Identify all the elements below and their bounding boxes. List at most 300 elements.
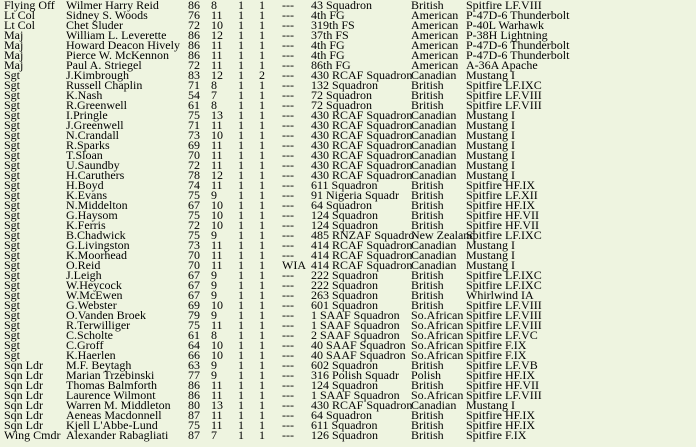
stat-4-cell: 1 [259,398,265,412]
rank-cell: Sqn Ldr [4,408,43,422]
nationality-cell: British [411,268,444,282]
stat-4-cell: 1 [259,258,265,272]
unit-cell: 124 Squadron [311,378,378,392]
nationality-cell: So.African [411,328,464,342]
stat-4-cell: 1 [259,278,265,292]
status-note-cell: --- [282,228,294,242]
status-note-cell: --- [282,428,294,442]
status-note-cell: --- [282,358,294,372]
rank-cell: Sgt [4,248,21,262]
nationality-cell: New Zealand [411,228,476,242]
status-note-cell: --- [282,388,294,402]
stat-3-cell: 1 [238,118,244,132]
stat-1-cell: 69 [188,138,200,152]
stat-2-cell: 9 [211,368,217,382]
unit-cell: 430 RCAF Squadron [311,398,413,412]
stat-3-cell: 1 [238,318,244,332]
stat-3-cell: 1 [238,148,244,162]
nationality-cell: Canadian [411,158,457,172]
stat-2-cell: 11 [211,48,223,62]
aircraft-cell: Spitfire LF.XII [466,188,538,202]
status-note-cell: --- [282,28,294,42]
stat-2-cell: 12 [211,28,223,42]
nationality-cell: Polish [411,368,442,382]
stat-4-cell: 1 [259,58,265,72]
stat-3-cell: 1 [238,248,244,262]
unit-cell: 124 Squadron [311,218,378,232]
unit-cell: 2 SAAF Squadron [311,328,400,342]
stat-1-cell: 54 [188,88,200,102]
unit-cell: 4th FG [311,8,345,22]
rank-cell: Sgt [4,298,21,312]
stat-4-cell: 1 [259,298,265,312]
nationality-cell: British [411,218,444,232]
stat-3-cell: 1 [238,398,244,412]
pilot-name-cell: G.Haysom [66,208,118,222]
unit-cell: 430 RCAF Squadron [311,158,413,172]
rank-cell: Sgt [4,128,21,142]
unit-cell: 430 RCAF Squadron [311,108,413,122]
rank-cell: Sgt [4,308,21,322]
status-note-cell: --- [282,38,294,52]
stat-1-cell: 71 [188,78,200,92]
status-note-cell: --- [282,58,294,72]
stat-3-cell: 1 [238,288,244,302]
aircraft-cell: Spitfire HF.IX [466,368,536,382]
stat-1-cell: 69 [188,298,200,312]
unit-cell: 126 Squadron [311,428,378,442]
aircraft-cell: Mustang I [466,138,515,152]
unit-cell: 316 Polish Squadr [311,368,400,382]
stat-3-cell: 1 [238,98,244,112]
unit-cell: 611 Squadron [311,178,378,192]
stat-4-cell: 1 [259,128,265,142]
stat-3-cell: 1 [238,378,244,392]
stat-4-cell: 1 [259,208,265,222]
stat-3-cell: 1 [238,0,244,12]
stat-1-cell: 67 [188,278,200,292]
unit-cell: 40 SAAF Squadron [311,338,406,352]
aircraft-cell: Spitfire F.IX [466,348,527,362]
stat-2-cell: 8 [211,78,217,92]
stat-2-cell: 11 [211,178,223,192]
stat-2-cell: 10 [211,18,223,32]
status-note-cell: --- [282,118,294,132]
rank-cell: Flying Off [4,0,55,12]
unit-cell: 485 RNZAF Squadro [311,228,415,242]
unit-cell: 222 Squadron [311,268,378,282]
stat-1-cell: 87 [188,428,200,442]
unit-cell: 430 RCAF Squadron [311,168,413,182]
unit-cell: 430 RCAF Squadron [311,128,413,142]
nationality-cell: British [411,188,444,202]
rank-cell: Sqn Ldr [4,398,43,412]
stat-1-cell: 86 [188,28,200,42]
stat-3-cell: 1 [238,58,244,72]
stat-2-cell: 11 [211,238,223,252]
stat-1-cell: 72 [188,218,200,232]
status-note-cell: --- [282,128,294,142]
stat-4-cell: 1 [259,388,265,402]
pilot-name-cell: C.Scholte [66,328,113,342]
stat-4-cell: 1 [259,18,265,32]
rank-cell: Maj [4,28,24,42]
aircraft-cell: Spitfire HF.VII [466,208,540,222]
stat-4-cell: 1 [259,188,265,202]
stat-3-cell: 1 [238,348,244,362]
aircraft-cell: Spitfire LF.VIII [466,0,542,12]
status-note-cell: --- [282,418,294,432]
stat-2-cell: 12 [211,68,223,82]
unit-cell: 64 Squadron [311,408,372,422]
pilot-name-cell: I.Pringle [66,108,108,122]
nationality-cell: British [411,288,444,302]
stat-2-cell: 8 [211,328,217,342]
stat-1-cell: 67 [188,268,200,282]
pilot-name-cell: B.Chadwick [66,228,126,242]
stat-2-cell: 11 [211,138,223,152]
stat-1-cell: 70 [188,248,200,262]
stat-2-cell: 10 [211,208,223,222]
rank-cell: Sgt [4,148,21,162]
rank-cell: Sgt [4,78,21,92]
stat-1-cell: 75 [188,318,200,332]
unit-cell: 1 SAAF Squadron [311,388,400,402]
rank-cell: Maj [4,48,24,62]
stat-2-cell: 7 [211,428,217,442]
rank-cell: Maj [4,38,24,52]
stat-2-cell: 12 [211,168,223,182]
nationality-cell: Canadian [411,248,457,262]
stat-3-cell: 1 [238,128,244,142]
stat-4-cell: 1 [259,158,265,172]
stat-1-cell: 73 [188,238,200,252]
stat-4-cell: 1 [259,328,265,342]
pilot-name-cell: K.Moorhead [66,248,127,262]
aircraft-cell: A-36A Apache [466,58,538,72]
aircraft-cell: Mustang I [466,118,515,132]
pilot-name-cell: Pierce W. McKennon [66,48,169,62]
stat-4-cell: 1 [259,178,265,192]
aircraft-cell: P-40L Warhawk [466,18,545,32]
aircraft-cell: Spitfire LF.VB [466,358,538,372]
nationality-cell: So.African [411,348,464,362]
rank-cell: Sgt [4,328,21,342]
stat-3-cell: 1 [238,418,244,432]
unit-cell: 319th FS [311,18,355,32]
pilot-name-cell: Russell Chaplin [66,78,143,92]
pilot-name-cell: M.F. Beytagh [66,358,132,372]
aircraft-cell: Spitfire LF.VIII [466,318,542,332]
aircraft-cell: Spitfire LF.IXC [466,78,542,92]
stat-4-cell: 1 [259,98,265,112]
stat-3-cell: 1 [238,38,244,52]
rank-cell: Sgt [4,158,21,172]
stat-4-cell: 1 [259,428,265,442]
stat-4-cell: 1 [259,148,265,162]
aircraft-cell: Spitfire F.IX [466,338,527,352]
aircraft-cell: Spitfire HF.IX [466,178,536,192]
stat-4-cell: 1 [259,8,265,22]
aircraft-cell: Spitfire HF.VII [466,218,540,232]
aircraft-cell: Mustang I [466,128,515,142]
stat-1-cell: 73 [188,128,200,142]
rank-cell: Sgt [4,178,21,192]
aircraft-cell: P-47D-6 Thunderbolt [466,8,570,22]
stat-2-cell: 8 [211,0,217,12]
pilot-name-cell: Kjell L'Abbe-Lund [66,418,158,432]
stat-1-cell: 72 [188,18,200,32]
pilot-name-cell: U.Saundby [66,158,120,172]
stat-1-cell: 75 [188,208,200,222]
stat-4-cell: 1 [259,28,265,42]
stat-2-cell: 11 [211,58,223,72]
rank-cell: Sgt [4,68,21,82]
stat-4-cell: 1 [259,288,265,302]
stat-3-cell: 1 [238,238,244,252]
stat-1-cell: 71 [188,118,200,132]
stat-1-cell: 72 [188,58,200,72]
stat-3-cell: 1 [238,8,244,22]
nationality-cell: British [411,198,444,212]
pilot-name-cell: Wilmer Harry Reid [66,0,159,12]
stat-1-cell: 61 [188,98,200,112]
rank-cell: Sgt [4,228,21,242]
unit-cell: 602 Squadron [311,358,378,372]
stat-2-cell: 10 [211,128,223,142]
stat-2-cell: 9 [211,288,217,302]
unit-cell: 72 Squadron [311,98,372,112]
pilot-name-cell: Howard Deacon Hively [66,38,180,52]
aircraft-cell: Mustang I [466,248,515,262]
stat-3-cell: 1 [238,358,244,372]
stat-4-cell: 1 [259,0,265,12]
pilot-name-cell: William L. Leverette [66,28,167,42]
pilot-name-cell: Paul A. Striegel [66,58,142,72]
table-row [0,430,696,440]
stat-2-cell: 10 [211,338,223,352]
aircraft-cell: P-38H Lightning [466,28,548,42]
nationality-cell: So.African [411,308,464,322]
nationality-cell: British [411,0,444,12]
stat-1-cell: 67 [188,288,200,302]
status-note-cell: --- [282,88,294,102]
aircraft-cell: Spitfire LF.IXC [466,228,542,242]
stat-2-cell: 11 [211,118,223,132]
stat-2-cell: 11 [211,8,223,22]
stat-4-cell: 1 [259,238,265,252]
status-note-cell: --- [282,338,294,352]
aircraft-cell: Mustang I [466,238,515,252]
status-note-cell: --- [282,328,294,342]
rank-cell: Lt Col [4,8,36,22]
nationality-cell: American [411,58,459,72]
rank-cell: Lt Col [4,18,36,32]
rank-cell: Sgt [4,198,21,212]
stat-1-cell: 75 [188,418,200,432]
pilot-name-cell: Aeneas Macdonnell [66,408,162,422]
status-note-cell: --- [282,138,294,152]
nationality-cell: British [411,298,444,312]
status-note-cell: --- [282,198,294,212]
stat-2-cell: 9 [211,228,217,242]
nationality-cell: British [411,418,444,432]
pilot-name-cell: N.Crandall [66,128,119,142]
stat-1-cell: 67 [188,198,200,212]
unit-cell: 124 Squadron [311,208,378,222]
unit-cell: 414 RCAF Squadron [311,258,413,272]
pilot-name-cell: Alexander Rabagliati [66,428,169,442]
pilot-name-cell: Laurence Wilmont [66,388,156,402]
nationality-cell: British [411,378,444,392]
status-note-cell: --- [282,268,294,282]
aircraft-cell: Spitfire LF.VIII [466,88,542,102]
stat-1-cell: 80 [188,398,200,412]
stat-4-cell: 1 [259,108,265,122]
stat-1-cell: 86 [188,0,200,12]
unit-cell: 132 Squadron [311,78,378,92]
pilot-name-cell: W.McEwen [66,288,123,302]
pilot-name-cell: K.Ferris [66,218,106,232]
stat-3-cell: 1 [238,108,244,122]
status-note-cell: --- [282,398,294,412]
aircraft-cell: Spitfire HF.IX [466,418,536,432]
stat-1-cell: 87 [188,408,200,422]
stat-3-cell: 1 [238,368,244,382]
stat-1-cell: 70 [188,258,200,272]
stat-3-cell: 1 [238,138,244,152]
status-note-cell: --- [282,188,294,202]
stat-3-cell: 1 [238,48,244,62]
stat-4-cell: 1 [259,48,265,62]
rank-cell: Sgt [4,218,21,232]
rank-cell: Sqn Ldr [4,388,43,402]
rank-cell: Sgt [4,188,21,202]
pilot-name-cell: O.Vanden Broek [66,308,146,322]
stat-2-cell: 9 [211,188,217,202]
aircraft-cell: Whirlwind IA [466,288,534,302]
rank-cell: Sgt [4,348,21,362]
nationality-cell: Canadian [411,238,457,252]
stat-4-cell: 1 [259,78,265,92]
pilot-name-cell: G.Livingston [66,238,130,252]
stat-3-cell: 1 [238,388,244,402]
stat-1-cell: 70 [188,148,200,162]
unit-cell: 86th FG [311,58,351,72]
stat-2-cell: 11 [211,148,223,162]
stat-1-cell: 72 [188,158,200,172]
unit-cell: 1 SAAF Squadron [311,318,400,332]
stat-3-cell: 1 [238,168,244,182]
status-note-cell: --- [282,0,294,12]
pilot-name-cell: W.Heycock [66,278,122,292]
pilot-name-cell: J.Kimbrough [66,68,129,82]
rank-cell: Sgt [4,258,21,272]
stat-1-cell: 79 [188,308,200,322]
status-note-cell: --- [282,158,294,172]
pilot-name-cell: J.Leigh [66,268,102,282]
stat-4-cell: 2 [259,68,265,82]
rank-cell: Sgt [4,108,21,122]
stat-3-cell: 1 [238,338,244,352]
status-note-cell: --- [282,308,294,322]
stat-2-cell: 7 [211,88,217,102]
aircraft-cell: Spitfire F.IX [466,428,527,442]
rank-cell: Sqn Ldr [4,418,43,432]
stat-3-cell: 1 [238,18,244,32]
stat-1-cell: 75 [188,108,200,122]
pilot-name-cell: Sidney S. Woods [66,8,148,22]
unit-cell: 222 Squadron [311,278,378,292]
status-note-cell: --- [282,348,294,362]
status-note-cell: --- [282,238,294,252]
unit-cell: 430 RCAF Squadron [311,68,413,82]
aircraft-cell: Mustang I [466,168,515,182]
stat-2-cell: 10 [211,298,223,312]
unit-cell: 37th FS [311,28,349,42]
nationality-cell: Canadian [411,128,457,142]
stat-4-cell: 1 [259,418,265,432]
pilot-name-cell: Thomas Balmforth [66,378,157,392]
stat-2-cell: 11 [211,388,223,402]
stat-2-cell: 11 [211,418,223,432]
stat-4-cell: 1 [259,338,265,352]
status-note-cell: --- [282,68,294,82]
rank-cell: Sgt [4,268,21,282]
aircraft-cell: Mustang I [466,258,515,272]
rank-cell: Sqn Ldr [4,358,43,372]
stat-2-cell: 9 [211,358,217,372]
rank-cell: Sgt [4,238,21,252]
pilot-name-cell: Chet Sluder [66,18,123,32]
stat-3-cell: 1 [238,158,244,172]
rank-cell: Sgt [4,338,21,352]
stat-4-cell: 1 [259,228,265,242]
status-note-cell: --- [282,278,294,292]
stat-3-cell: 1 [238,188,244,202]
unit-cell: 414 RCAF Squadron [311,248,413,262]
nationality-cell: British [411,208,444,222]
status-note-cell: --- [282,168,294,182]
nationality-cell: British [411,88,444,102]
rank-cell: Sgt [4,88,21,102]
status-note-cell: --- [282,108,294,122]
pilot-name-cell: H.Caruthers [66,168,125,182]
aircraft-cell: Spitfire LF.VIII [466,388,542,402]
rank-cell: Sqn Ldr [4,368,43,382]
aircraft-cell: Spitfire HF.VII [466,378,540,392]
unit-cell: 1 SAAF Squadron [311,308,400,322]
stat-2-cell: 10 [211,218,223,232]
stat-4-cell: 1 [259,408,265,422]
stat-3-cell: 1 [238,28,244,42]
stat-1-cell: 78 [188,168,200,182]
unit-cell: 611 Squadron [311,418,378,432]
status-note-cell: --- [282,248,294,262]
nationality-cell: American [411,28,459,42]
aircraft-cell: Spitfire LF.IXC [466,268,542,282]
rank-cell: Wing Cmdr [4,428,61,442]
stat-2-cell: 9 [211,268,217,282]
status-note-cell: --- [282,48,294,62]
rank-cell: Sqn Ldr [4,378,43,392]
pilot-name-cell: N.Middelton [66,198,128,212]
stat-3-cell: 1 [238,428,244,442]
stat-3-cell: 1 [238,258,244,272]
stat-3-cell: 1 [238,228,244,242]
nationality-cell: American [411,8,459,22]
pilot-name-cell: K.Evans [66,188,107,202]
